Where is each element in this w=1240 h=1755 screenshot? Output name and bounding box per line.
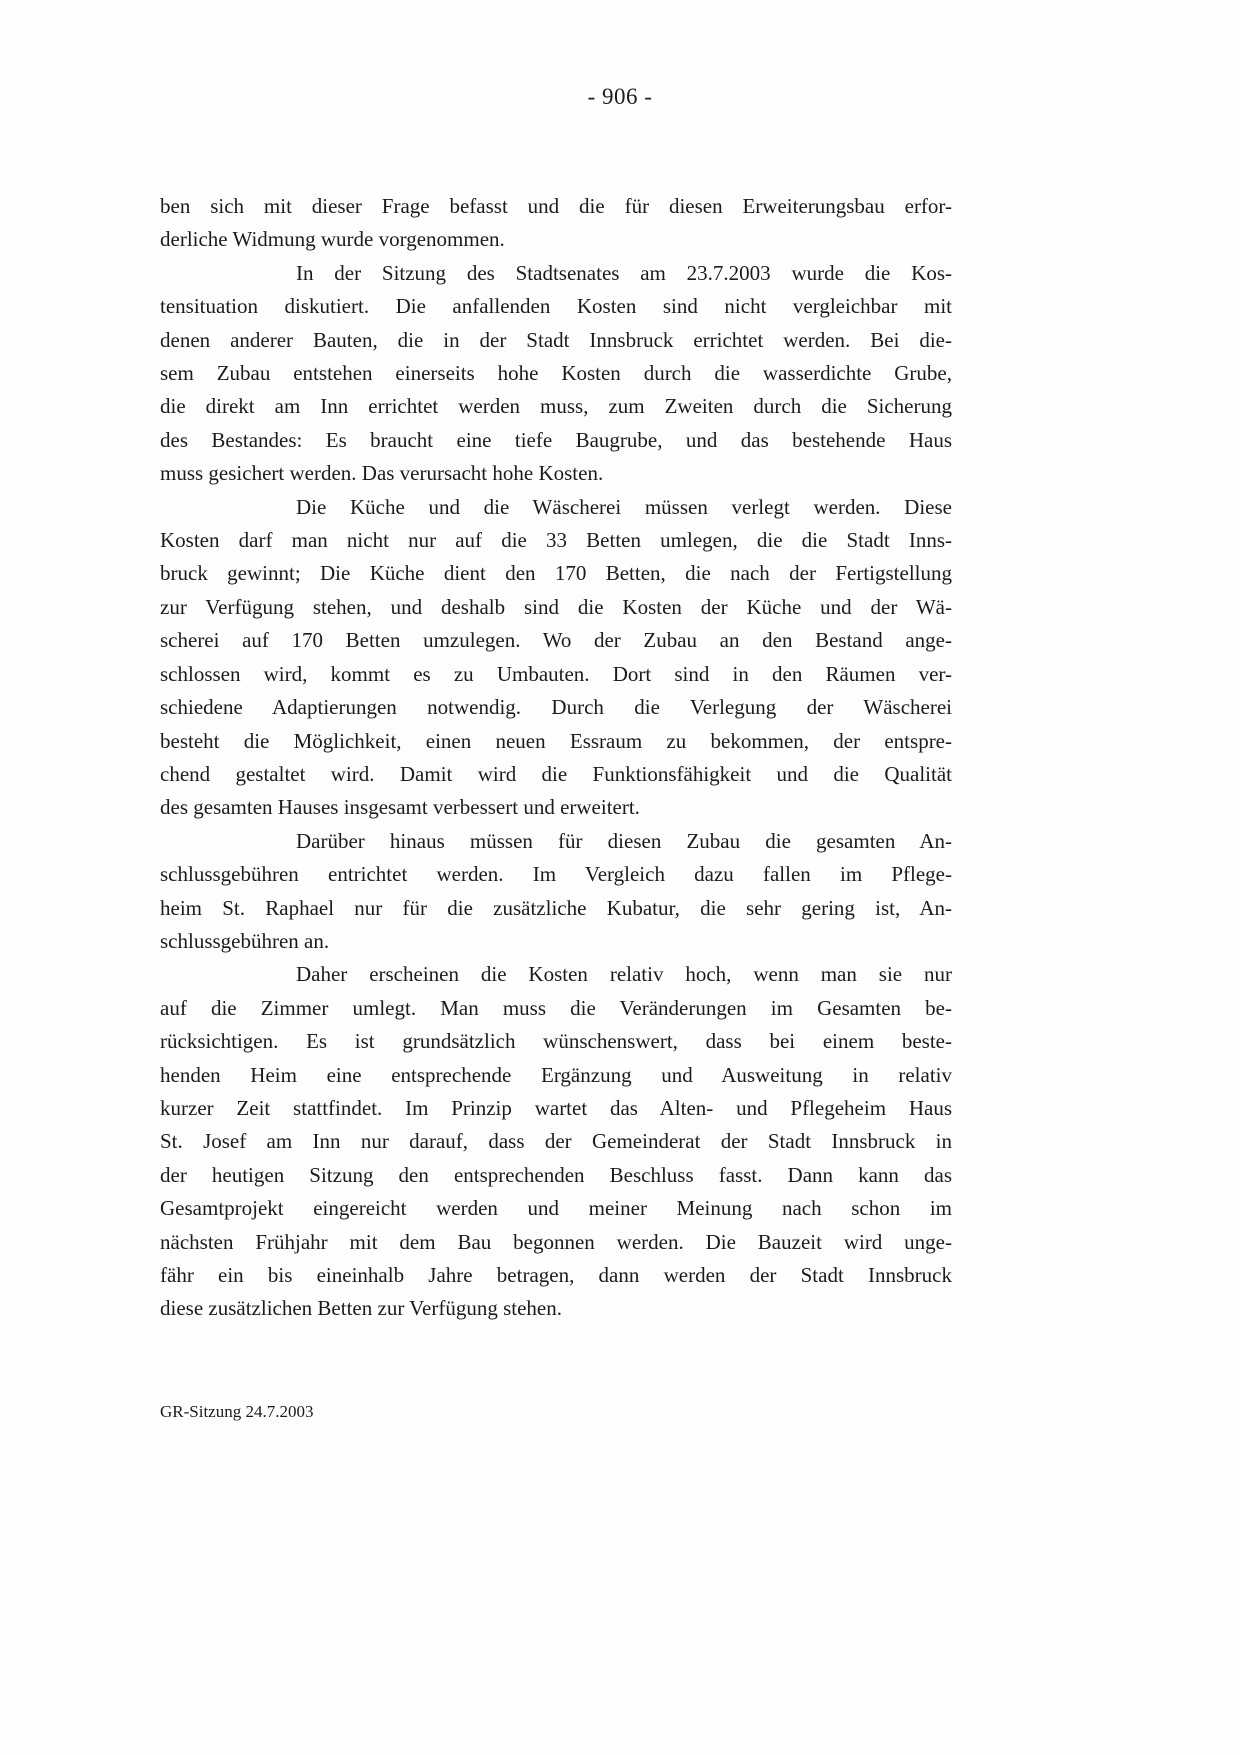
text-line: St. Josef am Inn nur darauf, dass der Gemeinderat der Stadt Innsbruck in: [160, 1129, 952, 1154]
text-line: tensituation diskutiert. Die anfallenden Kosten sind nicht vergleichbar mit: [160, 294, 952, 319]
text-line: schlussgebühren entrichtet werden. Im Vergleich dazu fallen im Pflege-: [160, 862, 952, 887]
text-line: rücksichtigen. Es ist grundsätzlich wünschenswert, dass bei einem beste-: [160, 1029, 952, 1054]
text-line: zur Verfügung stehen, und deshalb sind die Kosten der Küche und der Wä-: [160, 594, 952, 619]
text-line: bruck gewinnt; Die Küche dient den 170 Betten, die nach der Fertigstellung: [160, 561, 952, 586]
content: [160, 190, 952, 1326]
paragraph: [160, 257, 952, 491]
text-line: Gesamtprojekt eingereicht werden und meiner Meinung nach schon im: [160, 1196, 952, 1221]
text-line: schiedene Adaptierungen notwendig. Durch die Verlegung der Wäscherei: [160, 695, 952, 720]
text-line: des gesamten Hauses insgesamt verbessert und erweitert.: [160, 795, 640, 820]
text-line: In der Sitzung des Stadtsenates am 23.7.2003 wurde die Kos-: [296, 260, 952, 285]
text-line: henden Heim eine entsprechende Ergänzung und Ausweitung in relativ: [160, 1062, 952, 1087]
text-line: derliche Widmung wurde vorgenommen.: [160, 227, 505, 252]
paragraph: [160, 491, 952, 825]
paragraph: [160, 825, 952, 959]
text-line: des Bestandes: Es braucht eine tiefe Baugrube, und das bestehende Haus: [160, 427, 952, 452]
footer-session-label: GR-Sitzung 24.7.2003: [160, 1402, 314, 1421]
text-line: Die Küche und die Wäscherei müssen verlegt werden. Diese: [296, 494, 952, 519]
text-line: die direkt am Inn errichtet werden muss, zum Zweiten durch die Sicherung: [160, 394, 952, 419]
paragraph: [160, 190, 952, 257]
paragraph: [160, 958, 952, 1325]
text-line: Daher erscheinen die Kosten relativ hoch, wenn man sie nur: [296, 962, 952, 987]
text-line: auf die Zimmer umlegt. Man muss die Veränderungen im Gesamten be-: [160, 995, 952, 1020]
text-line: schlussgebühren an.: [160, 928, 330, 953]
text-line: der heutigen Sitzung den entsprechenden Beschluss fasst. Dann kann das: [160, 1162, 952, 1187]
text-line: kurzer Zeit stattfindet. Im Prinzip wartet das Alten- und Pflegeheim Haus: [160, 1095, 952, 1120]
text-line: nächsten Frühjahr mit dem Bau begonnen werden. Die Bauzeit wird unge-: [160, 1229, 952, 1254]
text-line: chend gestaltet wird. Damit wird die Funktionsfähigkeit und die Qualität: [160, 761, 952, 786]
text-line: fähr ein bis eineinhalb Jahre betragen, dann werden der Stadt Innsbruck: [160, 1263, 952, 1287]
text-line: Kosten darf man nicht nur auf die 33 Betten umlegen, die die Stadt Inns-: [160, 528, 952, 553]
text-line: muss gesichert werden. Das verursacht hohe Kosten.: [160, 461, 604, 486]
text-line: schlossen wird, kommt es zu Umbauten. Dort sind in den Räumen ver-: [160, 661, 952, 686]
text-line: besteht die Möglichkeit, einen neuen Essraum zu bekommen, der entspre-: [160, 728, 952, 753]
text-line: ben sich mit dieser Frage befasst und die für diesen Erweiterungsbau erfor-: [160, 194, 952, 218]
text-line: sem Zubau entstehen einerseits hohe Kosten durch die wasserdichte Grube,: [160, 361, 952, 386]
page-number: - 906 -: [587, 84, 653, 109]
text-line: heim St. Raphael nur für die zusätzliche Kubatur, die sehr gering ist, An-: [160, 895, 952, 920]
text-line: Darüber hinaus müssen für diesen Zubau die gesamten An-: [296, 828, 952, 853]
text-line: denen anderer Bauten, die in der Stadt Innsbruck errichtet werden. Bei die-: [160, 327, 952, 352]
text-line: diese zusätzlichen Betten zur Verfügung stehen.: [160, 1296, 562, 1321]
text-line: scherei auf 170 Betten umzulegen. Wo der Zubau an den Bestand ange-: [160, 628, 952, 653]
